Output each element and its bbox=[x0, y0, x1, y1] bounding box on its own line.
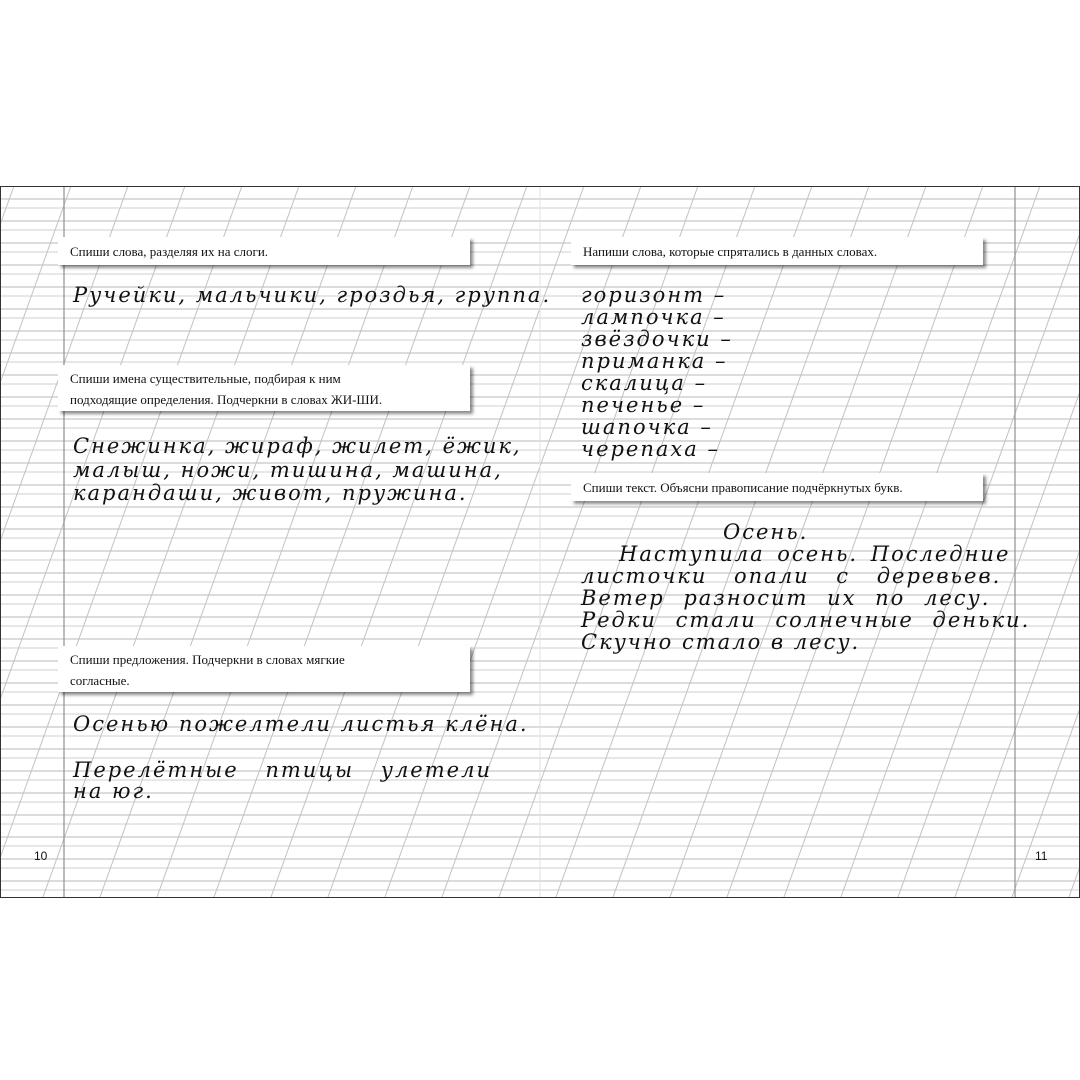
hidden-word-item: горизонт – bbox=[581, 283, 727, 307]
hidden-word-item: лампочка – bbox=[581, 305, 726, 329]
task3-instruction-line1: Спиши предложения. Подчеркни в словах мягкие bbox=[70, 652, 345, 667]
slant-rule bbox=[1069, 187, 1079, 897]
task2-instruction-box bbox=[58, 365, 470, 411]
task4-instruction-box bbox=[571, 237, 983, 265]
task3-instruction-line2: согласные. bbox=[70, 673, 130, 688]
task1-instruction-box bbox=[58, 237, 470, 265]
task2-handwriting-line: Снежинка, жираф, жилет, ёжик, bbox=[73, 434, 522, 458]
task2-instruction-line2: подходящие определения. Подчеркни в словах ЖИ-ШИ. bbox=[70, 392, 383, 407]
text-line: Редки стали солнечные деньки. bbox=[581, 608, 1031, 632]
hidden-word-item: скалица – bbox=[581, 371, 708, 395]
task2-handwriting-line: малыш, ножи, тишина, машина, bbox=[73, 458, 503, 482]
text-title: Осень. bbox=[723, 520, 809, 544]
hidden-word-item: шапочка – bbox=[581, 415, 713, 439]
notebook-spread bbox=[0, 186, 1080, 898]
text-line: Ветер разносит их по лесу. bbox=[581, 586, 991, 610]
task3-instruction-box bbox=[58, 646, 470, 692]
hidden-word-item: печенье – bbox=[581, 393, 706, 417]
task1-handwriting-line: Ручейки, мальчики, гроздья, группа. bbox=[73, 283, 552, 307]
slant-rule bbox=[1012, 187, 1079, 897]
hidden-word-item: звёздочки – bbox=[581, 327, 733, 351]
task5-instruction-box bbox=[571, 473, 983, 501]
slant-rule bbox=[1, 187, 71, 897]
task2-instruction-line1: Спиши имена существительные, подбирая к ним bbox=[70, 371, 341, 386]
hidden-word-item: приманка – bbox=[581, 349, 728, 373]
page-number-left: 10 bbox=[34, 849, 48, 863]
task3-handwriting-line: Перелётные птицы улетели bbox=[73, 758, 492, 782]
task3-handwriting-line: Осенью пожелтели листья клёна. bbox=[73, 712, 529, 736]
text-line: листочки опали с деревьев. bbox=[581, 564, 1002, 588]
text-line: Скучно стало в лесу. bbox=[581, 630, 861, 654]
task1-instruction: Спиши слова, разделяя их на слоги. bbox=[70, 244, 269, 259]
task4-instruction: Напиши слова, которые спрятались в данных словах. bbox=[583, 244, 878, 259]
task5-instruction: Спиши текст. Объясни правописание подчёркнутых букв. bbox=[583, 480, 903, 495]
hidden-word-item: черепаха – bbox=[581, 437, 720, 461]
task3-handwriting-line: на юг. bbox=[73, 779, 154, 803]
task2-handwriting-line: карандаши, живот, пружина. bbox=[73, 481, 468, 505]
page-number-right: 11 bbox=[1035, 849, 1048, 863]
text-line: Наступила осень. Последние bbox=[619, 542, 1011, 566]
slant-rule bbox=[1, 187, 14, 897]
